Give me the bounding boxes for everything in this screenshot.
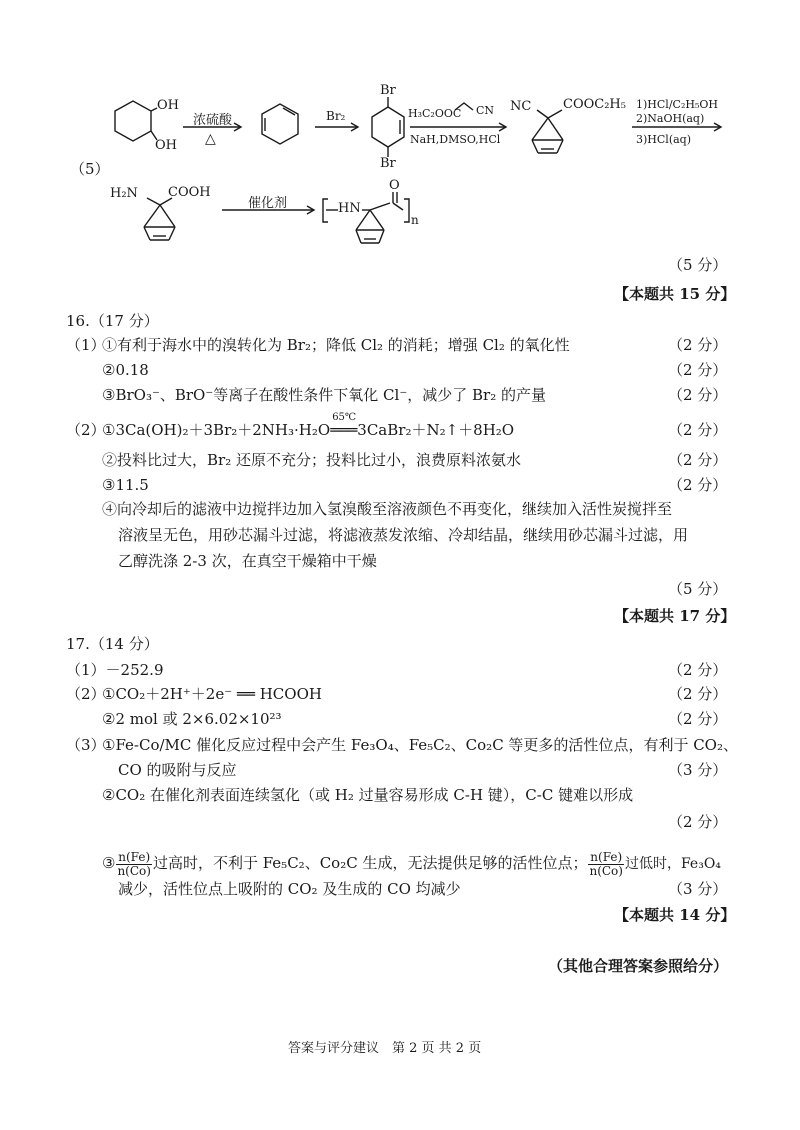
q16-p1c: ③BrO₃⁻、BrO⁻等离子在酸性条件下氧化 Cl⁻，减少了 Br₂ 的产量 <box>102 386 546 404</box>
q17-p3c-line-1 <box>102 846 721 881</box>
fraction-numerator-1: n(Fe) <box>118 849 151 864</box>
q17-p3b-row <box>0 784 800 806</box>
step3-reagent-cn: CN <box>476 104 495 117</box>
label-br-top: Br <box>380 83 396 98</box>
q16-heading: 16.（17 分） <box>66 312 159 330</box>
label-cooh: COOH <box>168 185 211 200</box>
q16-p2c-score: （2 分） <box>668 476 728 494</box>
q17-p3a-line-2: CO 的吸附与反应 <box>118 761 237 779</box>
q15-total: 【本题共 15 分】 <box>614 285 736 303</box>
label-oh-top: OH <box>157 98 179 113</box>
q16-p2d-line-2: 溶液呈无色，用砂芯漏斗过滤，将滤液蒸发浓缩、冷却结晶，继续用砂芯漏斗过滤，用 <box>118 526 689 544</box>
footer-row <box>0 1038 800 1060</box>
q17-p3c-mid: 过高时，不利于 Fe₅C₂、Co₂C 生成，无法提供足够的活性位点； <box>152 854 588 872</box>
step4-reagent-1: 1)HCl/C₂H₅OH <box>636 98 718 111</box>
q17-heading: 17.（14 分） <box>66 635 159 653</box>
label-cooet: COOC₂H₅ <box>563 97 626 112</box>
scheme-item-label: （5） <box>70 160 110 178</box>
q16-p2a-left: ①3Ca(OH)₂＋3Br₂＋2NH₃·H₂O <box>102 421 331 439</box>
q16-p1a-row <box>0 334 800 356</box>
q16-p1c-score: （2 分） <box>668 386 728 404</box>
q17-p3a-line-1: ①Fe-Co/MC 催化反应过程中会产生 Fe₃O₄、Fe₅C₂、Co₂C 等更多的活性位点，有利于 CO₂、 <box>102 736 738 754</box>
label-h2n: H₂N <box>110 186 138 201</box>
q15-score-row <box>0 254 800 276</box>
q16-p2d-row-2 <box>0 524 800 546</box>
q17-total: 【本题共 14 分】 <box>614 906 736 924</box>
q17-p3a-row-2 <box>0 759 800 781</box>
q15-score: （5 分） <box>668 256 728 274</box>
label-nc: NC <box>510 99 532 114</box>
q17-p3c-end: 过低时，Fe₃O₄ <box>624 856 721 872</box>
q16-p2d-score-row <box>0 578 800 600</box>
q17-p2-label: （2） <box>66 685 106 703</box>
q17-p3-label: （3） <box>66 736 106 754</box>
q16-p2a-right: 3CaBr₂＋N₂↑＋8H₂O <box>357 421 515 439</box>
q16-p1-label: （1） <box>66 336 106 354</box>
q16-total: 【本题共 17 分】 <box>614 607 736 625</box>
q17-p3b-score-row <box>0 811 800 833</box>
q17-p3a-score: （3 分） <box>668 761 728 779</box>
amino-acid-structure <box>144 198 175 240</box>
q17-p2a: ①CO₂＋2H⁺＋2e⁻ ══ HCOOH <box>102 685 322 703</box>
q17-total-row <box>0 904 800 926</box>
label-polymer-n: n <box>411 213 419 227</box>
q16-p2a-row <box>0 412 800 441</box>
q16-p2a-score: （2 分） <box>668 421 728 439</box>
q16-p1a-score: （2 分） <box>668 336 728 354</box>
q16-total-row <box>0 605 800 627</box>
page-footer: 答案与评分建议 第 2 页 共 2 页 <box>288 1041 482 1056</box>
step3-condition: NaH,DMSO,HCl <box>410 133 501 146</box>
fraction-denominator-1: n(Co) <box>117 863 151 878</box>
q17-p3c-score: （3 分） <box>668 880 728 898</box>
step3-reagent: H₃C₂OOC <box>408 107 462 120</box>
q16-p1a: ①有利于海水中的溴转化为 Br₂；降低 Cl₂ 的消耗；增强 Cl₂ 的氧化性 <box>102 336 570 354</box>
q16-p2c: ③11.5 <box>102 476 149 494</box>
step2-reagent: Br₂ <box>326 109 346 123</box>
q17-p2a-row <box>0 683 800 705</box>
q17-p3c-row-2 <box>0 878 800 900</box>
q16-p2a-condition: 65℃ <box>332 412 357 423</box>
fraction-fe-co-2 <box>588 851 624 878</box>
label-polymer-o: O <box>389 178 400 193</box>
q16-p2d-line-1: ④向冷却后的滤液中边搅拌边加入氢溴酸至溶液颜色不再变化，继续加入活性炭搅拌至 <box>102 500 673 518</box>
q17-p3c-row-1 <box>0 846 800 880</box>
step4-reagent-3: 3)HCl(aq) <box>636 133 691 146</box>
q17-p3c-line-2: 减少，活性位点上吸附的 CO₂ 及生成的 CO 均减少 <box>118 880 461 898</box>
step1-condition: △ <box>205 131 216 147</box>
fraction-fe-co-1 <box>116 851 152 878</box>
cyclohexanediol-ring <box>115 101 151 141</box>
q16-p1b: ②0.18 <box>102 361 149 379</box>
label-br-bottom: Br <box>380 156 396 171</box>
q16-p2b-row <box>0 449 800 471</box>
q17-p3b-score: （2 分） <box>668 813 728 831</box>
q16-p1b-score: （2 分） <box>668 361 728 379</box>
q17-p3c-circ: ③ <box>102 854 116 872</box>
q17-p2b-row <box>0 708 800 730</box>
label-polymer-hn: HN <box>338 201 361 216</box>
q16-p2d-line-3: 乙醇洗涤 2-3 次，在真空干燥箱中干燥 <box>118 552 377 570</box>
grading-note: （其他合理答案参照给分） <box>548 957 729 975</box>
step1-reagent: 浓硫酸 <box>193 113 233 128</box>
q17-p1: （1）－252.9 <box>66 661 164 679</box>
q17-p3b: ②CO₂ 在催化剂表面连续氢化（或 H₂ 过量容易形成 C-H 键），C-C 键难以形成 <box>102 786 634 804</box>
note-row <box>0 955 800 977</box>
fraction-denominator-2: n(Co) <box>589 863 623 878</box>
q17-p1-row <box>0 659 800 681</box>
q16-p2a-sign: ═══ <box>330 421 358 439</box>
cyclohexadiene-ring <box>262 104 298 144</box>
q16-p2d-row-1 <box>0 498 800 520</box>
q16-heading-row <box>0 310 800 332</box>
q17-p2a-score: （2 分） <box>668 685 728 703</box>
fraction-numerator-2: n(Fe) <box>590 849 623 864</box>
q17-p1-score: （2 分） <box>668 661 728 679</box>
q16-p2b-score: （2 分） <box>668 451 728 469</box>
q15-total-row <box>0 283 800 305</box>
label-oh-bottom: OH <box>155 138 177 153</box>
step4-reagent-2: 2)NaOH(aq) <box>636 112 705 125</box>
q16-p2a-equation <box>102 412 515 441</box>
dibromo-ring <box>372 107 404 147</box>
q16-p2c-row <box>0 474 800 496</box>
q17-p2b-score: （2 分） <box>668 710 728 728</box>
q16-p2-label: （2） <box>66 421 106 439</box>
q16-p2d-row-3 <box>0 550 800 572</box>
bicyclic-ester <box>532 110 563 153</box>
reaction-scheme <box>0 0 800 250</box>
q17-heading-row <box>0 633 800 655</box>
q16-p2a-sign-group <box>330 412 358 441</box>
q16-p1c-row <box>0 384 800 406</box>
polymer-structure <box>323 192 409 243</box>
q17-p3a-row-1 <box>0 734 800 756</box>
q16-p2d-score: （5 分） <box>668 580 728 598</box>
q16-p1b-row <box>0 359 800 381</box>
q16-p2b: ②投料比过大，Br₂ 还原不充分；投料比过小，浪费原料浓氨水 <box>102 451 521 469</box>
step5-reagent: 催化剂 <box>248 196 288 211</box>
q17-p2b: ②2 mol 或 2×6.02×10²³ <box>102 710 282 728</box>
